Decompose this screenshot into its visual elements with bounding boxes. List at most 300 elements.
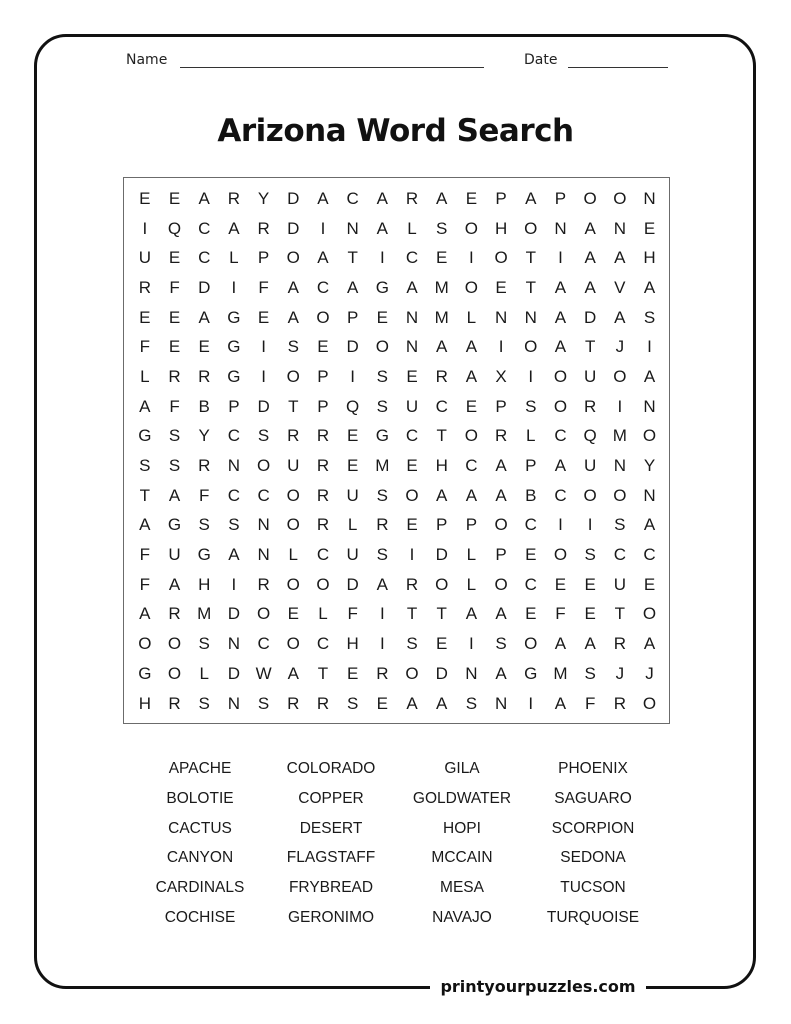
grid-letter-cell[interactable]: L [199, 663, 209, 683]
grid-letter-cell[interactable]: A [495, 663, 507, 683]
grid-letter-cell[interactable]: O [316, 574, 330, 594]
grid-letter-cell[interactable]: A [643, 634, 656, 654]
grid-letter-cell[interactable]: O [613, 366, 627, 386]
grid-letter-cell[interactable]: N [524, 307, 537, 327]
name-input-line[interactable] [180, 67, 484, 68]
grid-letter-cell[interactable]: A [554, 307, 567, 327]
grid-letter-cell[interactable]: I [528, 693, 534, 713]
grid-letter-cell[interactable]: A [376, 574, 389, 594]
grid-letter-cell[interactable]: F [199, 485, 210, 505]
grid-letter-cell[interactable]: H [494, 218, 508, 238]
grid-letter-cell[interactable]: A [643, 277, 656, 297]
grid-letter-cell[interactable]: A [139, 515, 151, 535]
grid-letter-cell[interactable]: I [261, 366, 266, 386]
grid-letter-cell[interactable]: N [405, 307, 419, 327]
grid-letter-cell[interactable]: P [554, 188, 567, 208]
grid-letter-cell[interactable]: E [198, 337, 210, 357]
grid-letter-cell[interactable]: R [316, 515, 330, 535]
grid-letter-cell[interactable]: F [258, 277, 269, 297]
grid-letter-cell[interactable]: E [168, 337, 181, 357]
grid-letter-cell[interactable]: E [643, 218, 656, 238]
grid-letter-cell[interactable]: S [168, 426, 181, 446]
grid-letter-cell[interactable]: O [138, 634, 152, 654]
grid-letter-cell[interactable]: I [587, 515, 593, 535]
grid-letter-cell[interactable]: C [346, 188, 359, 208]
grid-letter-cell[interactable]: R [376, 663, 389, 683]
grid-letter-cell[interactable]: R [168, 693, 181, 713]
grid-letter-cell[interactable]: I [320, 218, 326, 238]
grid-letter-cell[interactable]: N [227, 693, 241, 713]
grid-letter-cell[interactable]: T [139, 485, 151, 505]
grid-letter-cell[interactable]: I [558, 248, 563, 268]
grid-letter-cell[interactable]: I [647, 337, 652, 357]
grid-letter-cell[interactable]: Y [643, 456, 656, 476]
grid-letter-cell[interactable]: I [379, 604, 385, 624]
grid-letter-cell[interactable]: L [140, 366, 150, 386]
grid-letter-cell[interactable]: A [436, 188, 448, 208]
grid-letter-cell[interactable]: V [614, 277, 626, 297]
grid-letter-cell[interactable]: A [584, 277, 596, 297]
grid-letter-cell[interactable]: R [198, 456, 211, 476]
grid-letter-cell[interactable]: I [142, 218, 148, 238]
grid-letter-cell[interactable]: G [227, 307, 241, 327]
grid-letter-cell[interactable]: I [498, 337, 504, 357]
grid-letter-cell[interactable]: D [435, 545, 448, 565]
grid-letter-cell[interactable]: E [465, 188, 478, 208]
grid-letter-cell[interactable]: F [584, 693, 596, 713]
date-input-line[interactable] [568, 67, 668, 68]
grid-letter-cell[interactable]: G [375, 426, 389, 446]
grid-letter-cell[interactable]: H [643, 248, 656, 268]
grid-letter-cell[interactable]: U [287, 456, 300, 476]
grid-letter-cell[interactable]: B [525, 485, 537, 505]
grid-letter-cell[interactable]: M [375, 456, 390, 476]
grid-letter-cell[interactable]: A [614, 307, 626, 327]
grid-letter-cell[interactable]: S [584, 663, 596, 683]
grid-letter-cell[interactable]: T [288, 396, 299, 416]
grid-letter-cell[interactable]: S [168, 456, 181, 476]
grid-letter-cell[interactable]: A [554, 337, 567, 357]
grid-letter-cell[interactable]: D [227, 663, 241, 683]
grid-letter-cell[interactable]: C [316, 634, 330, 654]
grid-letter-cell[interactable]: N [465, 663, 478, 683]
grid-letter-cell[interactable]: E [525, 545, 537, 565]
grid-letter-cell[interactable]: N [346, 218, 359, 238]
grid-letter-cell[interactable]: A [465, 366, 478, 386]
grid-letter-cell[interactable]: N [643, 396, 656, 416]
grid-letter-cell[interactable]: S [614, 515, 626, 535]
grid-letter-cell[interactable]: N [227, 456, 241, 476]
grid-letter-cell[interactable]: A [228, 545, 240, 565]
grid-letter-cell[interactable]: D [435, 663, 448, 683]
grid-letter-cell[interactable]: O [405, 485, 419, 505]
grid-letter-cell[interactable]: R [376, 515, 389, 535]
grid-letter-cell[interactable]: D [287, 188, 300, 208]
grid-letter-cell[interactable]: P [465, 515, 478, 535]
grid-letter-cell[interactable]: L [347, 515, 358, 535]
grid-letter-cell[interactable]: O [494, 515, 508, 535]
grid-letter-cell[interactable]: E [584, 604, 596, 624]
grid-letter-cell[interactable]: W [255, 663, 272, 683]
grid-letter-cell[interactable]: A [643, 366, 656, 386]
grid-letter-cell[interactable]: F [169, 396, 180, 416]
grid-letter-cell[interactable]: O [553, 366, 568, 386]
grid-letter-cell[interactable]: R [227, 188, 241, 208]
grid-letter-cell[interactable]: A [584, 634, 596, 654]
grid-letter-cell[interactable]: D [198, 277, 211, 297]
grid-letter-cell[interactable]: R [168, 366, 181, 386]
grid-letter-cell[interactable]: C [524, 515, 537, 535]
grid-letter-cell[interactable]: E [525, 604, 537, 624]
grid-letter-cell[interactable]: F [555, 604, 566, 624]
grid-letter-cell[interactable]: A [554, 277, 567, 297]
grid-letter-cell[interactable]: A [198, 188, 210, 208]
grid-letter-cell[interactable]: R [613, 693, 626, 713]
grid-letter-cell[interactable]: C [227, 426, 241, 446]
grid-letter-cell[interactable]: T [406, 604, 418, 624]
grid-letter-cell[interactable]: O [494, 248, 508, 268]
grid-letter-cell[interactable]: I [617, 396, 623, 416]
grid-letter-cell[interactable]: N [494, 693, 508, 713]
grid-letter-cell[interactable]: S [376, 396, 389, 416]
grid-letter-cell[interactable]: E [495, 277, 507, 297]
grid-letter-cell[interactable]: A [198, 307, 210, 327]
grid-letter-cell[interactable]: A [168, 485, 181, 505]
grid-letter-cell[interactable]: H [346, 634, 359, 654]
grid-letter-cell[interactable]: E [554, 574, 567, 594]
grid-letter-cell[interactable]: E [346, 456, 359, 476]
grid-letter-cell[interactable]: E [643, 574, 656, 594]
grid-letter-cell[interactable]: N [257, 515, 270, 535]
grid-letter-cell[interactable]: R [405, 574, 419, 594]
grid-letter-cell[interactable]: S [346, 693, 359, 713]
grid-letter-cell[interactable]: R [316, 485, 330, 505]
grid-letter-cell[interactable]: E [406, 366, 418, 386]
grid-letter-cell[interactable]: S [406, 634, 418, 654]
grid-letter-cell[interactable]: R [584, 396, 597, 416]
grid-letter-cell[interactable]: R [198, 366, 211, 386]
grid-letter-cell[interactable]: N [227, 634, 241, 654]
grid-letter-cell[interactable]: C [198, 218, 211, 238]
grid-letter-cell[interactable]: T [317, 663, 329, 683]
grid-letter-cell[interactable]: E [287, 604, 299, 624]
grid-letter-cell[interactable]: C [405, 248, 419, 268]
grid-letter-cell[interactable]: A [346, 277, 359, 297]
grid-letter-cell[interactable]: A [525, 188, 537, 208]
grid-letter-cell[interactable]: M [434, 277, 449, 297]
grid-letter-cell[interactable]: A [228, 218, 240, 238]
grid-letter-cell[interactable]: N [405, 337, 419, 357]
grid-letter-cell[interactable]: A [287, 307, 299, 327]
grid-letter-cell[interactable]: L [318, 604, 328, 624]
grid-letter-cell[interactable]: I [350, 366, 356, 386]
grid-letter-cell[interactable]: E [168, 188, 181, 208]
grid-letter-cell[interactable]: P [436, 515, 448, 535]
grid-letter-cell[interactable]: A [554, 634, 567, 654]
grid-letter-cell[interactable]: A [168, 574, 181, 594]
grid-letter-cell[interactable]: N [554, 218, 567, 238]
grid-letter-cell[interactable]: D [584, 307, 597, 327]
grid-letter-cell[interactable]: G [524, 663, 538, 683]
grid-letter-cell[interactable]: J [615, 337, 625, 357]
grid-letter-cell[interactable]: P [257, 248, 270, 268]
grid-letter-cell[interactable]: S [198, 515, 210, 535]
grid-letter-cell[interactable]: O [286, 515, 300, 535]
grid-letter-cell[interactable]: O [167, 663, 182, 683]
grid-letter-cell[interactable]: H [198, 574, 211, 594]
grid-letter-cell[interactable]: R [613, 634, 626, 654]
grid-letter-cell[interactable]: O [464, 277, 479, 297]
grid-letter-cell[interactable]: G [227, 366, 241, 386]
grid-letter-cell[interactable]: S [436, 218, 448, 238]
grid-letter-cell[interactable]: P [317, 366, 329, 386]
grid-letter-cell[interactable]: O [256, 604, 271, 624]
grid-letter-cell[interactable]: S [376, 485, 389, 505]
grid-letter-cell[interactable]: M [197, 604, 212, 624]
grid-letter-cell[interactable]: O [642, 604, 657, 624]
grid-letter-cell[interactable]: S [525, 396, 537, 416]
grid-letter-cell[interactable]: A [495, 604, 507, 624]
grid-letter-cell[interactable]: N [613, 218, 626, 238]
grid-letter-cell[interactable]: Y [257, 188, 270, 208]
grid-letter-cell[interactable]: U [584, 366, 597, 386]
grid-letter-cell[interactable]: O [642, 426, 657, 446]
grid-letter-cell[interactable]: P [495, 545, 507, 565]
grid-letter-cell[interactable]: I [558, 515, 563, 535]
grid-letter-cell[interactable]: A [287, 277, 299, 297]
grid-letter-cell[interactable]: O [553, 396, 568, 416]
grid-letter-cell[interactable]: A [465, 337, 478, 357]
grid-letter-cell[interactable]: D [287, 218, 300, 238]
grid-letter-cell[interactable]: A [139, 604, 151, 624]
grid-letter-cell[interactable]: L [466, 545, 477, 565]
grid-letter-cell[interactable]: E [406, 456, 418, 476]
grid-letter-cell[interactable]: R [316, 693, 330, 713]
grid-letter-cell[interactable]: C [554, 485, 567, 505]
grid-letter-cell[interactable]: M [612, 426, 627, 446]
grid-letter-cell[interactable]: O [405, 663, 419, 683]
grid-letter-cell[interactable]: I [528, 366, 534, 386]
grid-letter-cell[interactable]: O [316, 307, 330, 327]
grid-letter-cell[interactable]: R [405, 188, 419, 208]
grid-letter-cell[interactable]: C [316, 277, 330, 297]
grid-letter-cell[interactable]: I [379, 634, 385, 654]
grid-letter-cell[interactable]: A [436, 337, 448, 357]
grid-letter-cell[interactable]: Y [198, 426, 210, 446]
grid-letter-cell[interactable]: R [257, 218, 270, 238]
grid-letter-cell[interactable]: A [317, 188, 329, 208]
grid-letter-cell[interactable]: Q [346, 396, 360, 416]
grid-letter-cell[interactable]: U [168, 545, 181, 565]
grid-letter-cell[interactable]: S [495, 634, 507, 654]
grid-letter-cell[interactable]: E [376, 693, 389, 713]
grid-letter-cell[interactable]: R [287, 426, 300, 446]
grid-letter-cell[interactable]: S [465, 693, 478, 713]
grid-letter-cell[interactable]: A [436, 485, 448, 505]
grid-letter-cell[interactable]: A [614, 248, 626, 268]
grid-letter-cell[interactable]: U [138, 248, 151, 268]
grid-letter-cell[interactable]: D [227, 604, 241, 624]
grid-letter-cell[interactable]: G [227, 337, 241, 357]
grid-letter-cell[interactable]: O [553, 545, 568, 565]
grid-letter-cell[interactable]: A [554, 693, 567, 713]
grid-letter-cell[interactable]: A [317, 248, 329, 268]
grid-letter-cell[interactable]: E [584, 574, 596, 594]
grid-letter-cell[interactable]: O [524, 337, 538, 357]
grid-letter-cell[interactable]: I [469, 634, 474, 654]
grid-letter-cell[interactable]: T [584, 337, 596, 357]
grid-letter-cell[interactable]: A [495, 456, 507, 476]
grid-letter-cell[interactable]: P [346, 307, 359, 327]
grid-letter-cell[interactable]: L [288, 545, 299, 565]
grid-letter-cell[interactable]: R [316, 456, 330, 476]
grid-letter-cell[interactable]: P [525, 456, 537, 476]
grid-letter-cell[interactable]: P [317, 396, 329, 416]
grid-letter-cell[interactable]: C [227, 485, 241, 505]
grid-letter-cell[interactable]: A [406, 277, 418, 297]
grid-letter-cell[interactable]: T [436, 426, 447, 446]
grid-letter-cell[interactable]: O [286, 248, 300, 268]
grid-letter-cell[interactable]: E [317, 337, 329, 357]
grid-letter-cell[interactable]: J [615, 663, 625, 683]
grid-letter-cell[interactable]: O [642, 693, 657, 713]
grid-letter-cell[interactable]: C [524, 574, 537, 594]
grid-letter-cell[interactable]: C [643, 545, 656, 565]
grid-letter-cell[interactable]: I [231, 574, 237, 594]
grid-letter-cell[interactable]: O [613, 188, 627, 208]
grid-letter-cell[interactable]: C [257, 485, 270, 505]
grid-letter-cell[interactable]: P [495, 188, 507, 208]
grid-letter-cell[interactable]: E [257, 307, 270, 327]
grid-letter-cell[interactable]: C [316, 545, 330, 565]
grid-letter-cell[interactable]: U [613, 574, 626, 594]
grid-letter-cell[interactable]: O [286, 634, 300, 654]
grid-letter-cell[interactable]: H [138, 693, 151, 713]
grid-letter-cell[interactable]: P [228, 396, 240, 416]
grid-letter-cell[interactable]: F [169, 277, 180, 297]
grid-letter-cell[interactable]: O [435, 574, 449, 594]
grid-letter-cell[interactable]: I [231, 277, 237, 297]
grid-letter-cell[interactable]: A [465, 604, 478, 624]
grid-letter-cell[interactable]: C [435, 396, 448, 416]
grid-letter-cell[interactable]: X [495, 366, 507, 386]
grid-letter-cell[interactable]: O [167, 634, 182, 654]
grid-letter-cell[interactable]: O [494, 574, 508, 594]
grid-letter-cell[interactable]: D [346, 574, 359, 594]
grid-letter-cell[interactable]: I [379, 248, 385, 268]
grid-letter-cell[interactable]: C [613, 545, 626, 565]
grid-letter-cell[interactable]: S [287, 337, 299, 357]
grid-letter-cell[interactable]: S [643, 307, 656, 327]
grid-letter-cell[interactable]: E [168, 248, 181, 268]
grid-letter-cell[interactable]: C [198, 248, 211, 268]
grid-letter-cell[interactable]: S [198, 693, 210, 713]
grid-letter-cell[interactable]: R [494, 426, 508, 446]
grid-letter-cell[interactable]: G [197, 545, 211, 565]
grid-letter-cell[interactable]: U [346, 545, 359, 565]
grid-letter-cell[interactable]: S [228, 515, 240, 535]
grid-letter-cell[interactable]: M [553, 663, 568, 683]
grid-letter-cell[interactable]: R [316, 426, 330, 446]
grid-letter-cell[interactable]: O [583, 188, 597, 208]
grid-letter-cell[interactable]: R [168, 604, 181, 624]
grid-letter-cell[interactable]: N [257, 545, 270, 565]
grid-letter-cell[interactable]: L [466, 574, 477, 594]
grid-letter-cell[interactable]: A [436, 693, 448, 713]
grid-letter-cell[interactable]: A [554, 456, 567, 476]
grid-letter-cell[interactable]: I [409, 545, 415, 565]
grid-letter-cell[interactable]: R [138, 277, 151, 297]
grid-letter-cell[interactable]: G [167, 515, 182, 535]
grid-letter-cell[interactable]: O [286, 366, 300, 386]
grid-letter-cell[interactable]: O [286, 574, 300, 594]
grid-letter-cell[interactable]: L [229, 248, 239, 268]
grid-letter-cell[interactable]: D [257, 396, 270, 416]
grid-letter-cell[interactable]: R [435, 366, 448, 386]
grid-letter-cell[interactable]: R [287, 693, 300, 713]
grid-letter-cell[interactable]: T [436, 604, 447, 624]
grid-letter-cell[interactable]: I [469, 248, 474, 268]
grid-letter-cell[interactable]: A [584, 218, 596, 238]
grid-letter-cell[interactable]: A [287, 663, 299, 683]
grid-letter-cell[interactable]: T [525, 277, 536, 297]
grid-letter-cell[interactable]: A [406, 693, 418, 713]
grid-letter-cell[interactable]: A [465, 485, 478, 505]
grid-letter-cell[interactable]: S [198, 634, 210, 654]
grid-letter-cell[interactable]: I [261, 337, 266, 357]
grid-letter-cell[interactable]: O [524, 634, 538, 654]
grid-letter-cell[interactable]: C [257, 634, 270, 654]
grid-letter-cell[interactable]: T [347, 248, 358, 268]
grid-letter-cell[interactable]: O [256, 456, 271, 476]
grid-letter-cell[interactable]: O [464, 218, 479, 238]
grid-letter-cell[interactable]: F [139, 545, 151, 565]
grid-letter-cell[interactable]: O [464, 426, 479, 446]
grid-letter-cell[interactable]: L [466, 307, 477, 327]
grid-letter-cell[interactable]: C [554, 426, 567, 446]
grid-letter-cell[interactable]: E [346, 663, 359, 683]
grid-letter-cell[interactable]: T [525, 248, 536, 268]
grid-letter-cell[interactable]: E [139, 307, 151, 327]
grid-letter-cell[interactable]: O [583, 485, 597, 505]
grid-letter-cell[interactable]: H [435, 456, 448, 476]
grid-letter-cell[interactable]: E [376, 307, 389, 327]
grid-letter-cell[interactable]: O [375, 337, 389, 357]
grid-letter-cell[interactable]: N [613, 456, 626, 476]
grid-letter-cell[interactable]: S [376, 545, 389, 565]
grid-letter-cell[interactable]: A [139, 396, 151, 416]
grid-letter-cell[interactable]: R [257, 574, 270, 594]
grid-letter-cell[interactable]: F [139, 574, 151, 594]
grid-letter-cell[interactable]: E [168, 307, 181, 327]
grid-letter-cell[interactable]: S [584, 545, 596, 565]
grid-letter-cell[interactable]: O [613, 485, 627, 505]
grid-letter-cell[interactable]: U [405, 396, 419, 416]
grid-letter-cell[interactable]: C [405, 426, 419, 446]
grid-letter-cell[interactable]: N [643, 485, 656, 505]
grid-letter-cell[interactable]: F [139, 337, 151, 357]
grid-letter-cell[interactable]: L [407, 218, 417, 238]
grid-letter-cell[interactable]: U [346, 485, 359, 505]
grid-letter-cell[interactable]: A [495, 485, 507, 505]
grid-letter-cell[interactable]: P [495, 396, 507, 416]
grid-letter-cell[interactable]: M [434, 307, 449, 327]
grid-letter-cell[interactable]: S [376, 366, 389, 386]
grid-letter-cell[interactable]: A [584, 248, 596, 268]
grid-letter-cell[interactable]: Q [167, 218, 182, 238]
grid-letter-cell[interactable]: A [376, 218, 389, 238]
grid-letter-cell[interactable]: G [138, 426, 152, 446]
